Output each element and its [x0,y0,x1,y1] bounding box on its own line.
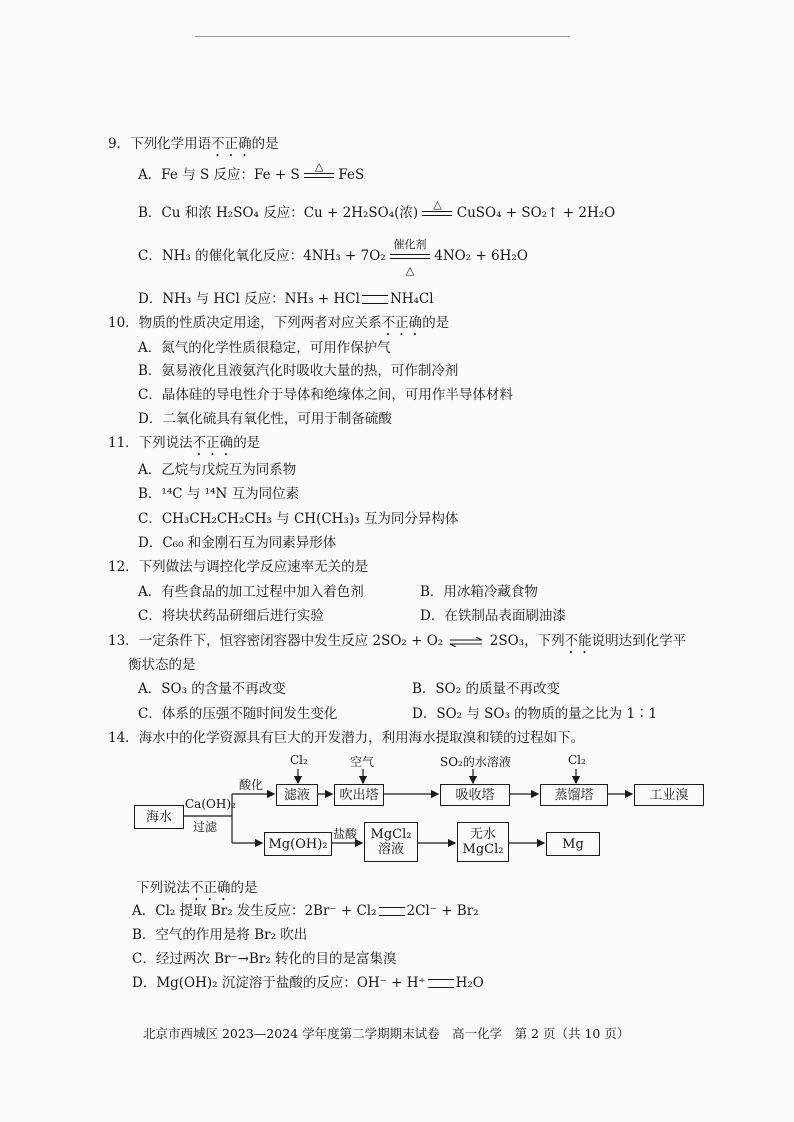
q10-option-c: C．晶体硅的导电性介于导体和绝缘体之间，可用作半导体材料 [138,387,513,403]
absorb-tower-box: 吸收塔 [440,784,510,806]
header-rule [195,36,570,37]
q13-option-c: C．体系的压强不随时间发生变化 [138,706,338,722]
q14-sub-stem: 下列说法不正确的是 [136,880,258,896]
q12-option-d: D．在铁制品表面刷油漆 [420,608,566,624]
q12-option-c: C．将块状药品研细后进行实验 [138,608,324,624]
q13-stem-line2: 衡状态的是 [128,657,196,673]
q11-option-b: B．¹⁴C 与 ¹⁴N 互为同位素 [138,486,300,502]
q9-option-b: B．Cu 和浓 H₂SO₄ 反应：Cu + 2H₂SO₄(浓) △ CuSO₄ + SO₂↑ + 2H₂O [138,197,616,221]
q14-stem: 14．海水中的化学资源具有巨大的开发潜力，利用海水提取溴和镁的过程如下。 [108,730,585,746]
blow-tower-box: 吹出塔 [334,784,384,806]
q14-option-a: A．Cl₂ 提取 Br₂ 发生反应：2Br⁻ + Cl₂ 2Cl⁻ + Br₂ [132,903,479,919]
acidify-label: 酸化 [239,778,264,792]
reagent-caoh2-label: Ca(OH)₂ [185,797,236,811]
q14-option-d: D．Mg(OH)₂ 沉淀溶于盐酸的反应：OH⁻ + H⁺ H₂O [132,975,484,991]
mgoh2-box: Mg(OH)₂ [264,832,332,856]
equilibrium-arrow-icon [449,637,483,647]
so2-solution-feed-label: SO₂的水溶液 [440,755,511,769]
industrial-bromine-box: 工业溴 [634,784,704,806]
equals-arrow-icon [428,979,454,988]
q9-option-a: A．Fe 与 S 反应：Fe + S △ FeS [138,159,365,183]
q10-option-b: B．氨易液化且液氨汽化时吸收大量的热，可作制冷剂 [138,363,459,379]
magnesium-box: Mg [546,832,600,856]
heat-arrow-icon: △ [422,208,452,220]
q9-stem: 9．下列化学用语不正确的是 [108,136,279,152]
catalyst-arrow-icon: 催化剂 △ [390,251,430,263]
anhydrous-mgcl2-box: 无水 MgCl₂ [457,822,509,862]
cl2-feed-label: Cl₂ [290,753,308,767]
q12-option-b: B．用冰箱冷藏食物 [420,584,538,600]
mgcl2-solution-box: MgCl₂ 溶液 [364,822,418,862]
q10-option-a: A．氮气的化学性质很稳定，可用作保护气 [138,340,391,356]
q11-option-c: C．CH₃CH₂CH₂CH₃ 与 CH(CH₃)₃ 互为同分异构体 [138,511,459,527]
q13-option-a: A．SO₃ 的含量不再改变 [138,681,286,697]
equals-arrow-icon [379,907,405,916]
seawater-box: 海水 [134,805,184,829]
q11-option-d: D．C₆₀ 和金刚石互为同素异形体 [138,535,337,551]
q13-option-b: B．SO₂ 的质量不再改变 [412,681,560,697]
heat-arrow-icon: △ [304,170,334,182]
q10-stem: 10．物质的性质决定用途，下列两者对应关系不正确的是 [108,315,450,331]
q13-option-d: D．SO₂ 与 SO₃ 的物质的量之比为 1∶1 [412,706,658,722]
q9-option-c: C．NH₃ 的催化氧化反应：4NH₃ + 7O₂ 催化剂 △ 4NO₂ + 6H₂O [138,237,528,277]
q11-stem: 11．下列说法不正确的是 [108,435,261,451]
q10-option-d: D．二氧化硫具有氧化性，可用于制备硫酸 [138,411,392,427]
q14-option-b: B．空气的作用是将 Br₂ 吹出 [132,927,308,943]
hcl-label: 盐酸 [333,827,358,841]
filtrate-box: 滤液 [276,784,318,806]
page-footer: 北京市西城区 2023—2024 学年度第二学期期末试卷 高一化学 第 2 页（共 10 页） [143,1026,630,1041]
q9-option-d: D．NH₃ 与 HCl 反应：NH₃ + HCl NH₄Cl [138,291,434,307]
equals-arrow-icon [362,295,388,304]
q13-stem: 13．一定条件下，恒容密闭容器中发生反应 2SO₂ + O₂ 2SO₃，下列不能说明达到化学平 [108,633,687,649]
cl2-feed-label-2: Cl₂ [568,753,586,767]
q12-option-a: A．有些食品的加工过程中加入着色剂 [138,584,364,600]
air-feed-label: 空气 [350,755,375,769]
q11-option-a: A．乙烷与戊烷互为同系物 [138,462,297,478]
q14-option-c: C．经过两次 Br⁻→Br₂ 转化的目的是富集溴 [132,951,397,967]
q12-stem: 12．下列做法与调控化学反应速率无关的是 [108,559,369,575]
distill-tower-box: 蒸馏塔 [540,784,608,806]
filter-label: 过滤 [193,820,218,834]
